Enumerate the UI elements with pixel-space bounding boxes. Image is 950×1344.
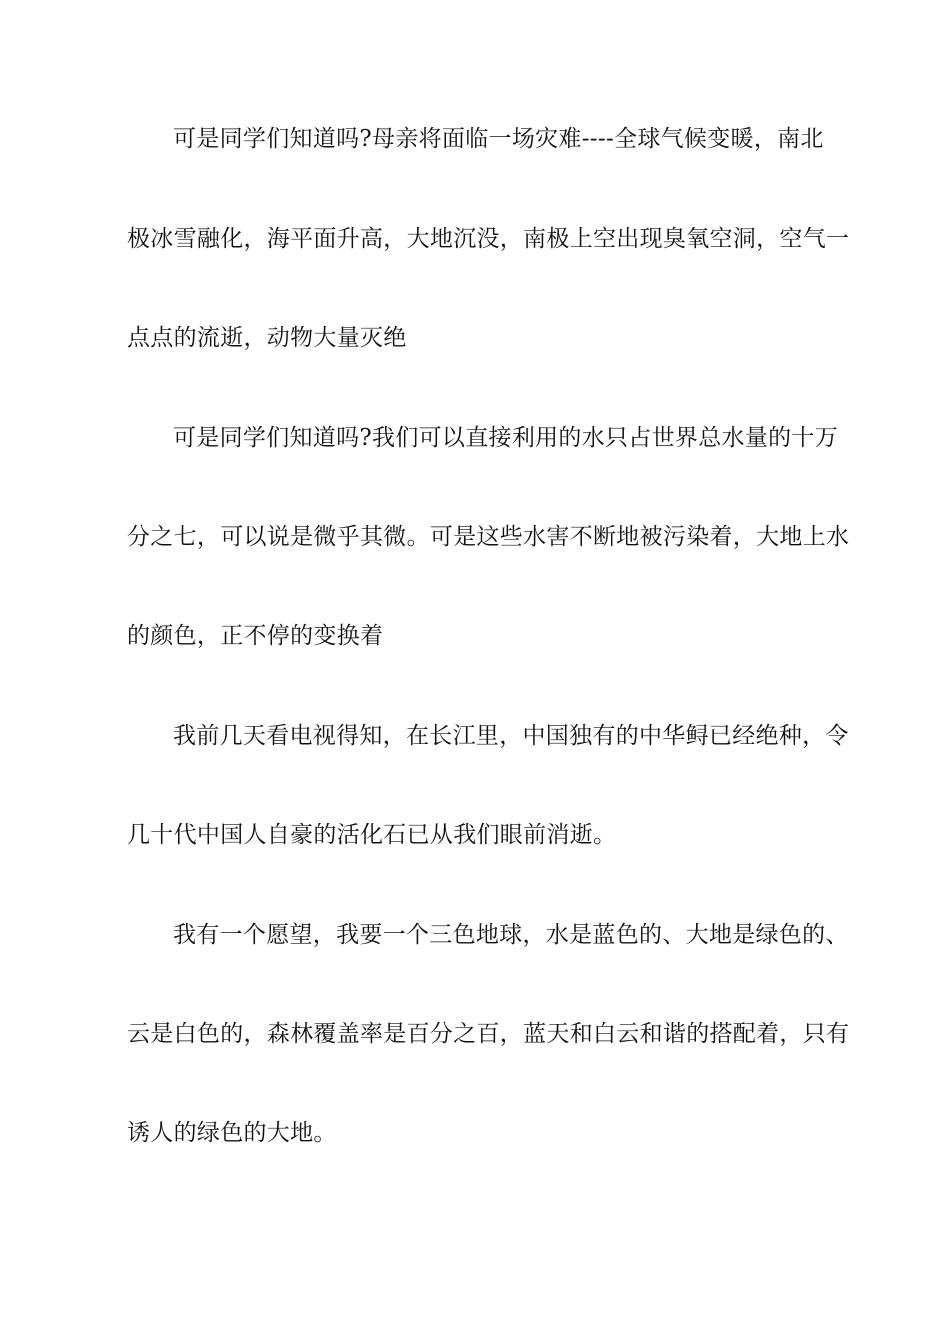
text-line: 几十代中国人自豪的活化石已从我们眼前消逝。 <box>127 822 617 848</box>
text-line: 分之七，可以说是微乎其微。可是这些水害不断地被污染着，大地上水 <box>127 524 850 550</box>
text-line: 可是同学们知道吗?我们可以直接利用的水只占世界总水量的十万 <box>173 425 839 451</box>
text-line: 可是同学们知道吗?母亲将面临一场灾难----全球气候变暖，南北 <box>173 126 824 152</box>
text-line: 诱人的绿色的大地。 <box>127 1120 337 1146</box>
text-line: 云是白色的，森林覆盖率是百分之百，蓝天和白云和谐的搭配着，只有 <box>127 1021 850 1047</box>
text-line: 我前几天看电视得知，在长江里，中国独有的中华鲟已经绝种，令 <box>173 723 849 749</box>
text-line: 我有一个愿望，我要一个三色地球，水是蓝色的、大地是绿色的、 <box>173 922 849 948</box>
text-line: 点点的流逝，动物大量灭绝 <box>127 325 407 351</box>
text-line: 极冰雪融化，海平面升高，大地沉没，南极上空出现臭氧空洞，空气一 <box>127 226 850 252</box>
text-line: 的颜色，正不停的变换着 <box>127 623 384 649</box>
